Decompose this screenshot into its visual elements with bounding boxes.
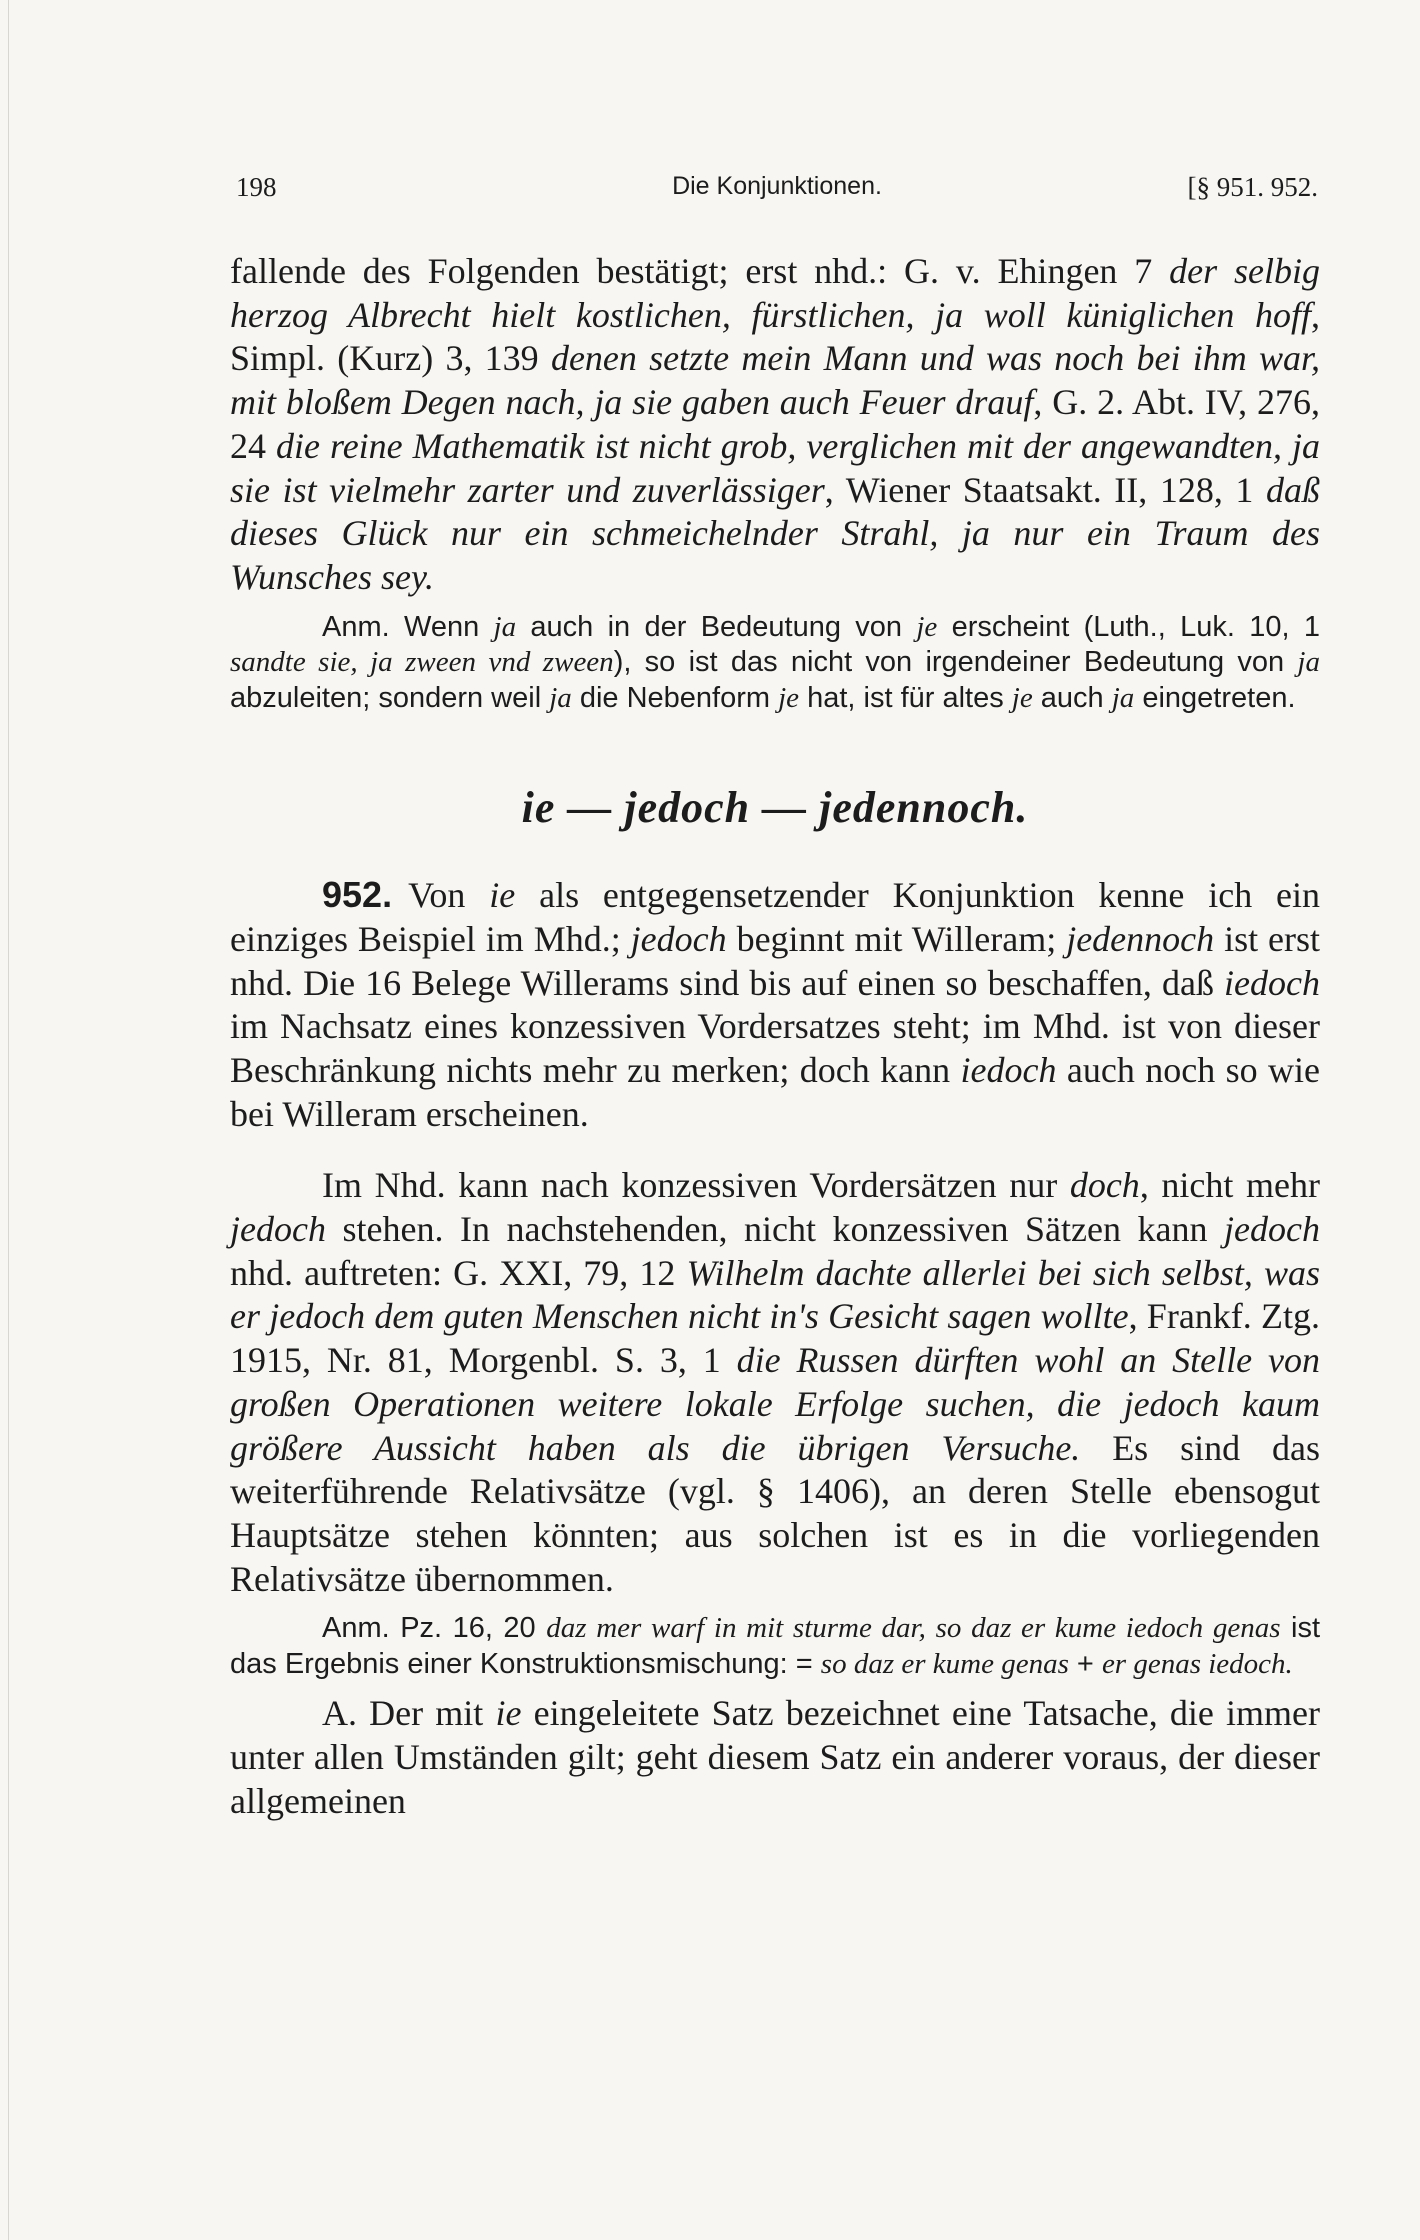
- text-run: Im Nhd. kann nach konzessiven Vordersätzen nur: [322, 1165, 1070, 1206]
- note-anm-ja: [230, 610, 1320, 717]
- text-run: Anm. Wenn: [322, 610, 494, 643]
- italic-run: ja: [549, 681, 572, 714]
- italic-run: sandte sie, ja zween vnd zween: [230, 646, 614, 679]
- italic-run: ie: [495, 1693, 522, 1734]
- italic-run: daß dieses Glück nur ein schmeichelnder Strahl, ja nur ein Traum des Wunsches sey.: [230, 469, 1320, 597]
- text-run: eingetreten.: [1134, 681, 1296, 714]
- text-run: hat, ist für altes: [799, 681, 1012, 714]
- italic-run: die Russen dürften wohl an Stelle von großen Operationen weitere lokale Erfolge suchen, die jedoch kaum größere Aussicht haben als die übrigen Versuche.: [230, 1340, 1320, 1468]
- paragraph-a: A. Der mit ie eingeleitete Satz bezeichnet eine Tatsache, die immer unter allen Umständen gilt; geht diesem Satz ein anderer voraus, der dieser allgemeinen: [230, 1693, 1320, 1821]
- paragraph-952-text: [230, 875, 1320, 1134]
- running-header: [236, 172, 1318, 212]
- text-run: +: [1068, 1647, 1102, 1680]
- italic-run: der selbig herzog Albrecht hielt kostlichen, fürstlichen, ja woll küniglichen hoff: [230, 251, 1321, 335]
- text-run: , Frankf. Ztg. 1915, Nr. 81, Morgenbl. S. 3, 1: [230, 1296, 1321, 1381]
- text-run: auch in der Bedeutung von: [516, 610, 917, 643]
- italic-run: ie: [489, 875, 516, 916]
- text-run: ist das Ergebnis einer Konstruktionsmischung: =: [230, 1612, 1320, 1680]
- paragraph-952: [230, 873, 1320, 1136]
- text-run: die Nebenform: [571, 681, 779, 714]
- text-run: , G. 2. Abt. IV, 276, 24: [230, 382, 1320, 466]
- scan-edge-line: [8, 0, 9, 2240]
- italic-run: doch: [1069, 1165, 1140, 1206]
- running-title: Die Konjunktionen.: [672, 172, 882, 200]
- paragraph-nhd: [230, 1164, 1320, 1601]
- italic-run: denen setzte mein Mann und was noch bei ihm war, mit bloßem Degen nach, ja sie gaben auch Feuer drauf: [230, 338, 1321, 423]
- text-run: Anm. Pz. 16, 20: [322, 1612, 547, 1645]
- text-run: auch: [1032, 681, 1112, 714]
- italic-run: er genas iedoch.: [1101, 1647, 1293, 1680]
- italic-run: daz mer warf in mit sturme dar, so daz er kume iedoch genas: [546, 1612, 1281, 1645]
- section-heading: ie — jedoch — jedennoch.: [521, 783, 1029, 833]
- paragraph-continuation: [230, 250, 1320, 600]
- italic-run: ja: [1111, 681, 1135, 714]
- italic-run: je: [778, 681, 800, 714]
- italic-run: iedoch: [960, 1049, 1057, 1090]
- italic-run: iedoch: [1224, 962, 1320, 1003]
- text-run: nhd. auftreten: G. XXI, 79, 12: [230, 1252, 687, 1293]
- text-run: als entgegensetzender Konjunktion kenne ich ein einziges Beispiel im Mhd.;: [230, 875, 1321, 959]
- text-run: im Nachsatz eines konzessiven Vordersatzes steht; im Mhd. ist von dieser Beschränkung nichts mehr zu merken; doch kann: [230, 1006, 1320, 1090]
- italic-run: ja: [493, 610, 517, 643]
- text-run: , nicht mehr: [1139, 1165, 1321, 1206]
- text-run: abzuleiten; sondern weil: [230, 681, 550, 714]
- italic-run: die reine Mathematik ist nicht grob, verglichen mit der angewandten, ja sie ist vielmehr zarter und zuverlässiger: [230, 425, 1321, 510]
- italic-run: so daz er kume genas: [820, 1647, 1069, 1680]
- note-anm-pz: [230, 1611, 1320, 1682]
- text-run: Von: [408, 875, 490, 916]
- section-number: 952.: [322, 874, 393, 916]
- text-run: ), so ist das nicht von irgendeiner Bedeutung von: [613, 646, 1298, 679]
- italic-run: je: [1011, 681, 1033, 714]
- italic-run: jedoch: [230, 1209, 326, 1250]
- text-run: , Simpl. (Kurz) 3, 139: [230, 294, 1320, 379]
- italic-run: Wilhelm dachte allerlei bei sich selbst, was er jedoch dem guten Menschen nicht in's Gesicht sagen wollte: [230, 1252, 1320, 1337]
- text-run: stehen. In nachstehenden, nicht konzessiven Sätzen kann: [325, 1209, 1225, 1250]
- page-body: [230, 250, 1320, 1823]
- italic-run: je: [916, 610, 938, 643]
- italic-run: jedoch: [630, 918, 727, 959]
- text-run: beginnt mit Willeram;: [726, 918, 1067, 959]
- italic-run: jedoch: [1224, 1209, 1320, 1250]
- italic-run: ja: [1297, 646, 1320, 679]
- text-run: Es sind das weiterführende Relativsätze (vgl. § 1406), an deren Stelle ebensogut Hauptsätze stehen könnten; aus solchen ist es in die vorliegenden Relativsätze übernommen.: [230, 1427, 1320, 1599]
- text-run: erscheint (Luth., Luk. 10, 1: [937, 610, 1320, 643]
- text-run: auch noch so wie bei Willeram erscheinen.: [230, 1049, 1320, 1134]
- text-run: fallende des Folgenden bestätigt; erst nhd.: G. v. Ehingen 7: [230, 251, 1170, 291]
- text-run: , Wiener Staatsakt. II, 128, 1: [824, 469, 1266, 510]
- section-reference: [§ 951. 952.: [1187, 172, 1318, 202]
- page-number: 198: [236, 172, 277, 202]
- italic-run: jedennoch: [1066, 918, 1215, 959]
- text-run: ist erst nhd. Die 16 Belege Willerams sind bis auf einen so beschaffen, daß: [230, 918, 1320, 1003]
